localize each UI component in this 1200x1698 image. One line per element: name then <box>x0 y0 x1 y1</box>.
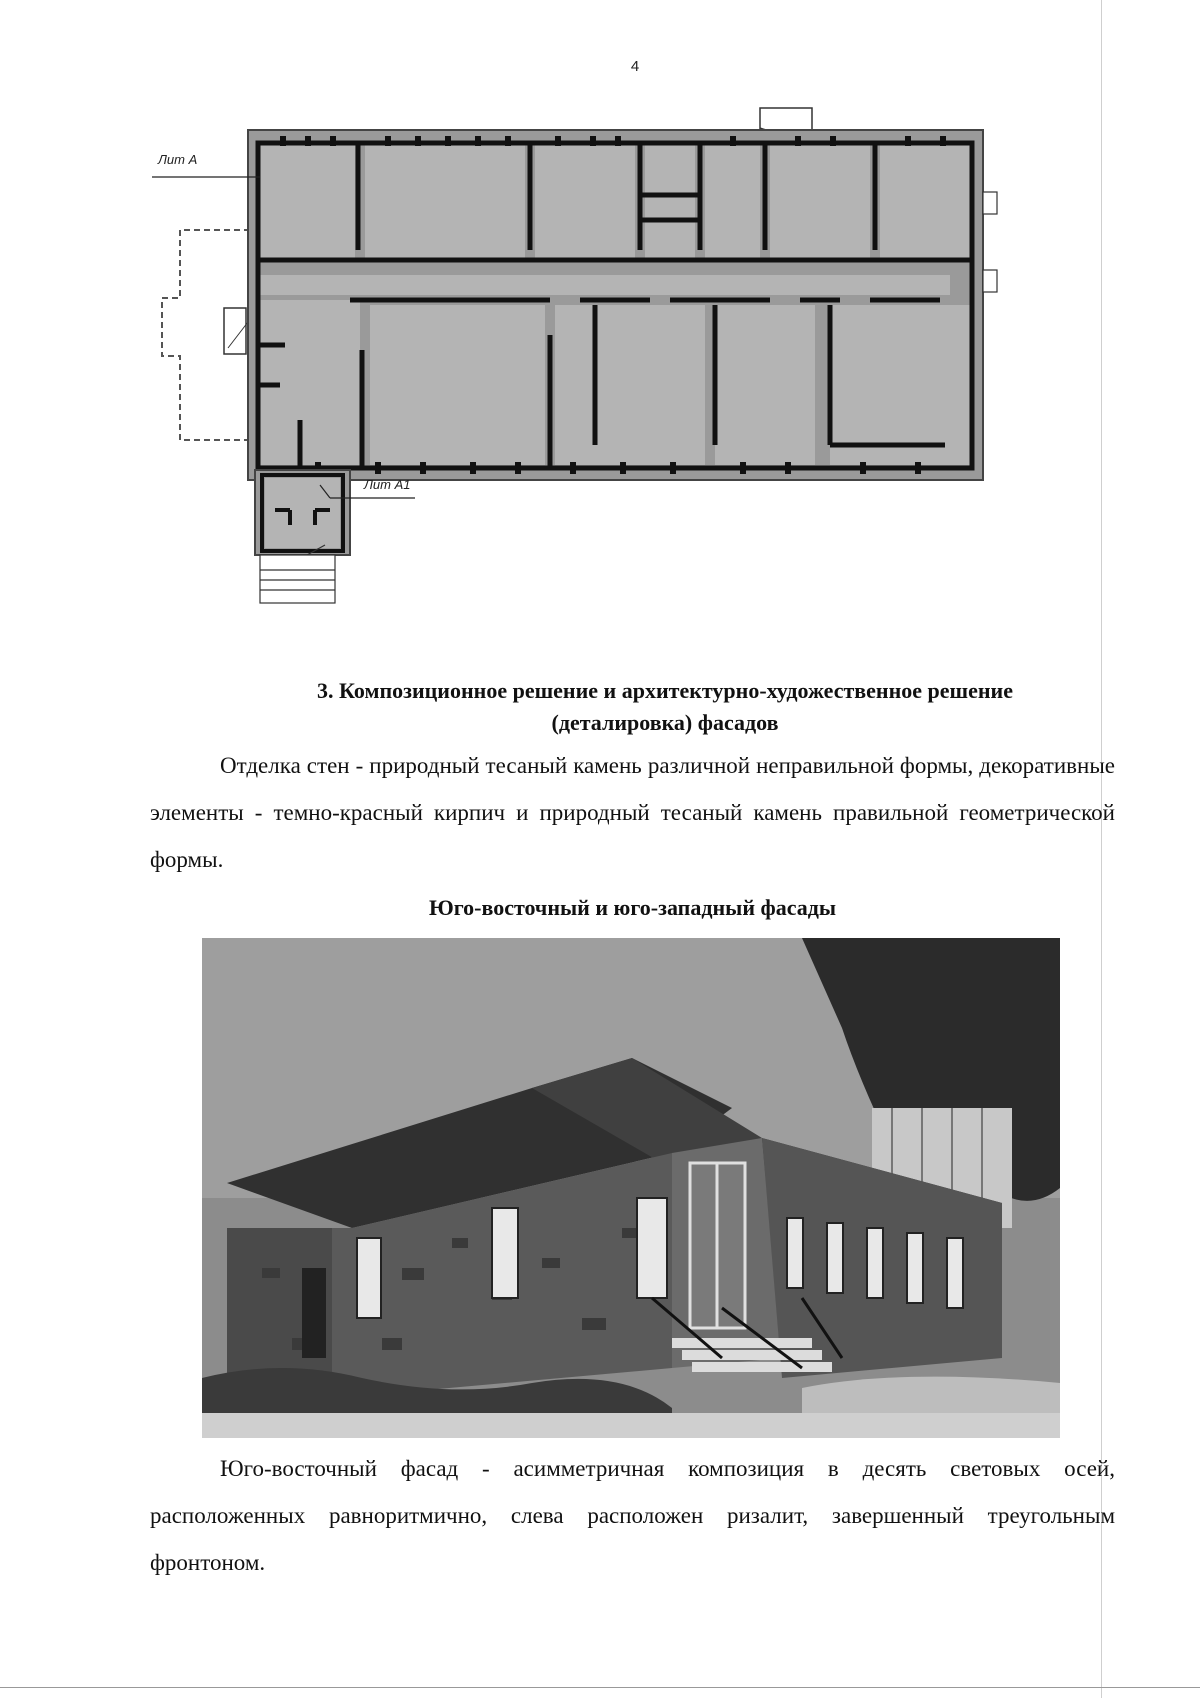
bottom-rule <box>0 1687 1200 1688</box>
plan-label-lit-a: Лит А <box>158 152 198 167</box>
floor-plan-drawing <box>140 100 1060 660</box>
floor-plan <box>140 100 1060 660</box>
section-heading-line2: (деталировка) фасадов <box>551 710 779 735</box>
paragraph-wall-finish: Отделка стен - природный тесаный камень различной неправильной формы, декоративные элементы - темно-красный кирпич и природный тесаный камень правильной геометрической формы. <box>150 753 1115 872</box>
section-heading-line1: 3. Композиционное решение и архитектурно-художественное решение <box>317 678 1013 703</box>
plan-label-lit-a1: Лит А1 <box>364 477 411 492</box>
paragraph-southeast-facade: Юго-восточный фасад - асимметричная композиция в десять световых осей, расположенных равноритмично, слева расположен ризалит, завершенный треугольным фронтоном. <box>150 1456 1115 1575</box>
facade-photo-drawing <box>202 938 1060 1438</box>
section-heading <box>215 675 1115 739</box>
facade-photo <box>202 938 1060 1438</box>
facades-subheading: Юго-восточный и юго-западный фасады <box>428 895 837 920</box>
page-number: 4 <box>630 58 640 75</box>
